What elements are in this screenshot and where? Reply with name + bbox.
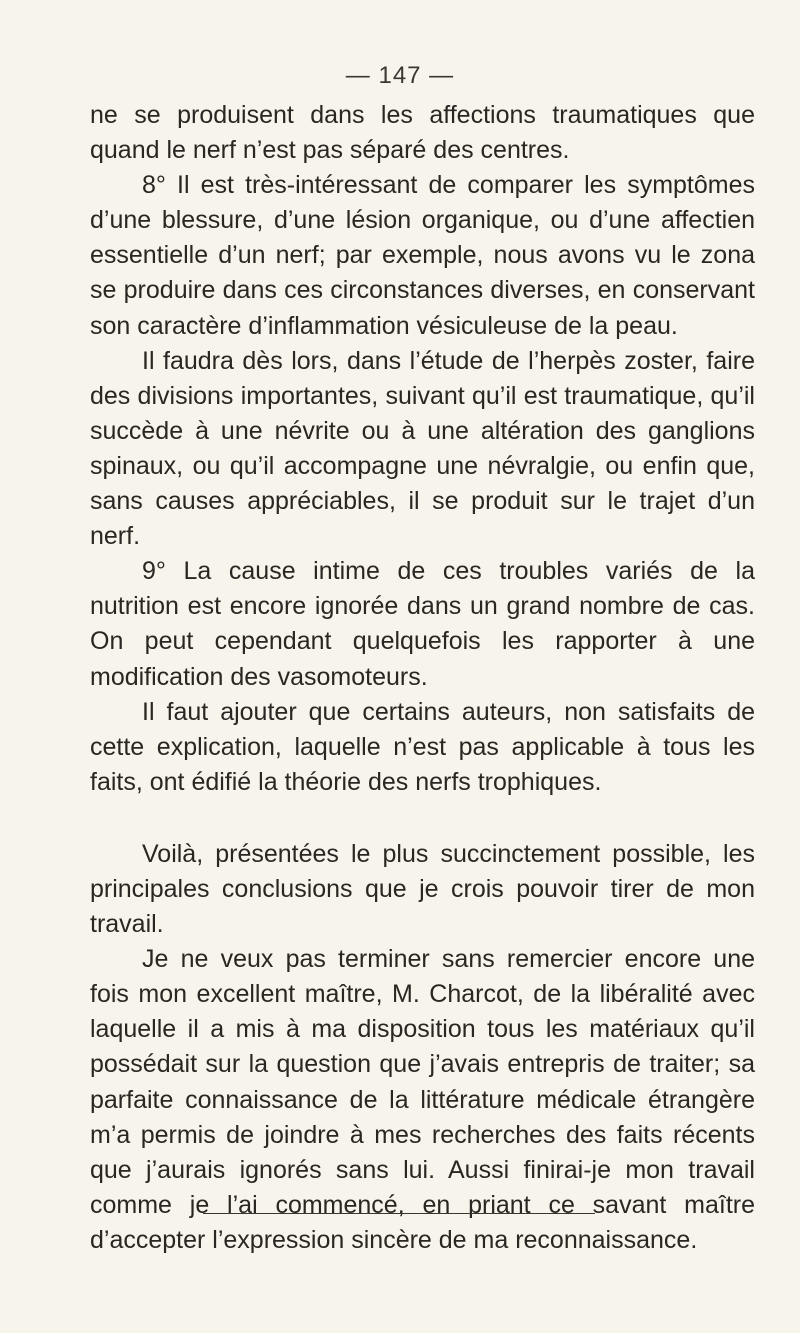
paragraph-conclusion: Voilà, présentées le plus succinctement possible, les principales conclusions que je crois pouvoir tirer de mon travail. xyxy=(90,839,755,939)
paragraph-continuation: ne se produisent dans les affections traumatiques que quand le nerf n’est pas séparé des centres. xyxy=(90,101,755,165)
paragraph-point-8: 8° Il est très-intéressant de comparer les symptômes d’une blessure, d’une lésion organique, ou d’une affectien essentielle d’un nerf; par exemple, nous avons vu le zona se produire dans ces circonstances diverses, en conservant son caractère d’inflammation vésiculeuse de la peau. xyxy=(90,171,755,340)
paragraph-acknowledgements: Je ne veux pas terminer sans remercier encore une fois mon excellent maître, M. Charcot, de la libéralité avec laquelle il a mis à ma disposition tous les matériaux qu’il possédait sur la question que j’avais entrepris de traiter; sa parfaite connaissance de la littérature médicale étrangère m’a permis de joindre à mes recherches des faits récents que j’aurais ignorés sans lui. Aussi finirai-je mon travail comme je l’ai commencé, en priant ce savant maître d’accepter l’expression sincère de ma reconnaissance. xyxy=(90,945,755,1254)
page-number: — 147 — xyxy=(345,62,455,89)
paragraph-herpes-zoster: Il faudra dès lors, dans l’étude de l’herpès zoster, faire des divisions importantes, suivant qu’il est traumatique, qu’il succède à une névrite ou à une altération des ganglions spinaux, ou qu’il accompagne une névralgie, ou enfin que, sans causes appréciables, il se produit sur le trajet d’un nerf. xyxy=(90,346,755,551)
end-rule-divider xyxy=(203,1213,595,1214)
paragraph-trophic-nerves: Il faut ajouter que certains auteurs, non satisfaits de cette explication, laquelle n’est pas applicable à tous les faits, ont édifié la théorie des nerfs trophiques. xyxy=(90,697,755,796)
body-text xyxy=(90,98,755,1258)
paragraph-point-9: 9° La cause intime de ces troubles variés de la nutrition est encore ignorée dans un grand nombre de cas. On peut cependant quelquefois les rapporter à une modification des vasomoteurs. xyxy=(90,557,755,691)
section-gap xyxy=(90,800,755,837)
